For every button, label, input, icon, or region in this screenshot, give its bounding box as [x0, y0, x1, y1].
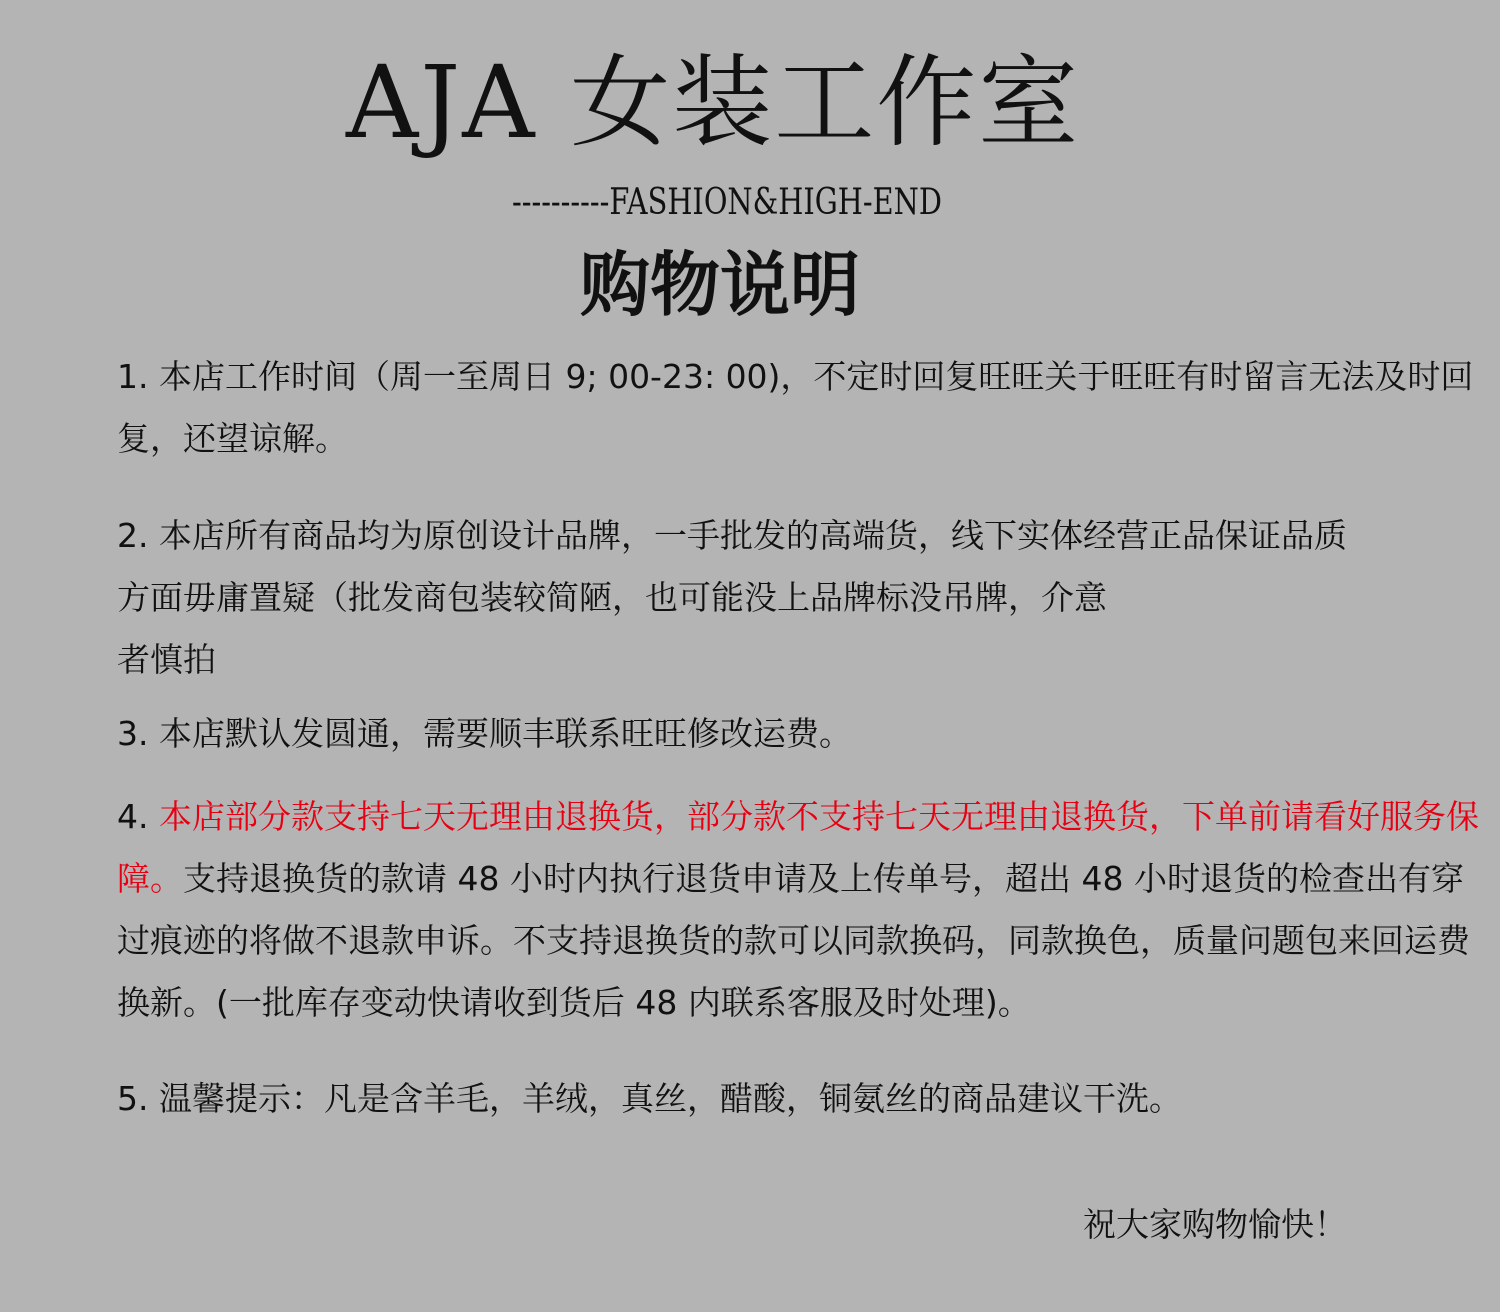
page-title: 购物说明 — [580, 244, 860, 326]
notice-item-5 — [117, 1068, 1487, 1130]
notice-4-prefix: 4. — [117, 797, 159, 836]
notice-2-line-2: 方面毋庸置疑（批发商包装较简陋，也可能没上品牌标没吊牌，介意 — [117, 578, 1107, 617]
closing-message: 祝大家购物愉快！ — [1083, 1205, 1347, 1244]
notice-3-text: 3. 本店默认发圆通，需要顺丰联系旺旺修改运费。 — [117, 714, 852, 753]
brand-name: AJA 女装工作室 — [346, 44, 1081, 161]
notice-5-text: 5. 温馨提示：凡是含羊毛，羊绒，真丝，醋酸，铜氨丝的商品建议干洗。 — [117, 1079, 1182, 1118]
notice-item-4 — [117, 786, 1487, 1034]
notice-2-line-3: 者慎拍 — [117, 640, 216, 679]
notice-4-highlight: 本店部分款支持七天无理由退换货，部分款不支持七天无理由退换货，下单前请看好服务保障。 — [117, 797, 1479, 898]
notice-item-1 — [117, 346, 1487, 470]
notice-4-text: 支持退换货的款请 48 小时内执行退货申请及上传单号，超出 48 小时退货的检查出有穿过痕迹的将做不退款申诉。不支持退换货的款可以同款换码，同款换色，质量问题包来回运费换新。(一批库存变动快请收到货后 48 内联系客服及时处理)。 — [117, 859, 1470, 1022]
brand-tagline: ----------FASHION&HIGH-END — [512, 182, 942, 223]
notice-item-3 — [117, 703, 1487, 765]
notice-1-text: 1. 本店工作时间（周一至周日 9; 00-23: 00)，不定时回复旺旺关于旺旺有时留言无法及时回复，还望谅解。 — [117, 357, 1474, 458]
notice-item-2 — [117, 505, 1487, 691]
notice-2-line-1: 2. 本店所有商品均为原创设计品牌，一手批发的高端货，线下实体经营正品保证品质 — [117, 516, 1347, 555]
